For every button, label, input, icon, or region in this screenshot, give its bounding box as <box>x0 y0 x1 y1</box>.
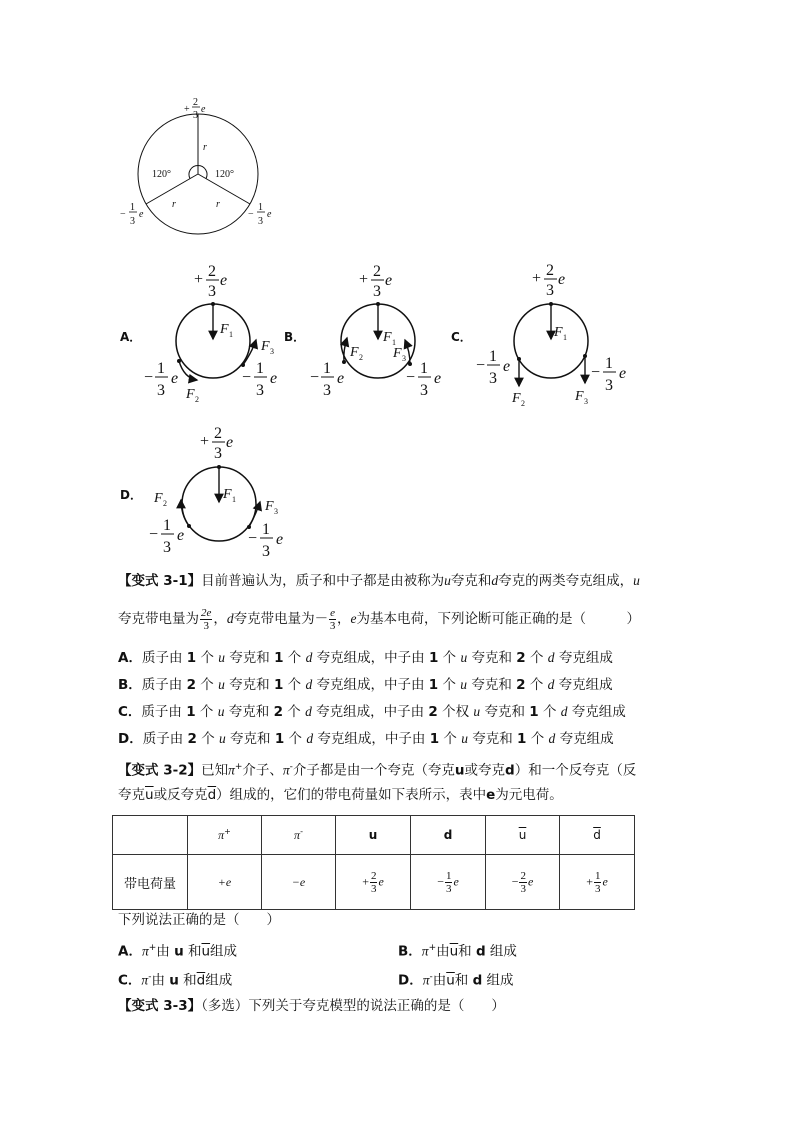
svg-text:−: − <box>242 369 252 386</box>
svg-text:−: − <box>310 369 320 386</box>
svg-text:1: 1 <box>563 333 567 342</box>
option-a-letter: A． <box>120 330 142 344</box>
svg-text:−: − <box>144 369 154 386</box>
left-charge-num: 1 <box>130 202 135 213</box>
svg-text:3: 3 <box>208 283 216 300</box>
option-a-diagram <box>140 256 290 411</box>
right-charge-unit: e <box>267 209 272 220</box>
svg-text:1: 1 <box>420 360 428 377</box>
svg-text:e: e <box>503 358 511 375</box>
quark-charge-figure <box>110 94 310 244</box>
left-charge-unit: e <box>139 209 144 220</box>
svg-text:F: F <box>220 322 229 337</box>
svg-text:e: e <box>220 272 228 289</box>
d-charge-frac: $\frac{e}{3}$ <box>329 606 336 632</box>
svg-text:+: + <box>532 270 542 287</box>
option-c-letter: C． <box>451 330 472 344</box>
svg-text:3: 3 <box>163 539 171 556</box>
svg-text:e: e <box>434 370 442 387</box>
svg-text:e: e <box>337 370 345 387</box>
option-b-diagram <box>306 256 456 411</box>
variant-3-2-option-c: C．π-由 u 和$\overline{d}$组成 <box>118 972 233 989</box>
variant-3-2-option-d: D．π-由$\overline{u}$和 d 组成 <box>398 972 514 989</box>
svg-text:1: 1 <box>489 348 497 365</box>
right-charge-den: 3 <box>258 216 263 227</box>
variant-3-2-question: 下列说法正确的是（ ） <box>118 912 280 928</box>
svg-text:3: 3 <box>373 283 381 300</box>
svg-text:1: 1 <box>323 360 331 377</box>
svg-text:−: − <box>476 357 486 374</box>
option-c-diagram <box>475 252 635 412</box>
svg-text:1: 1 <box>229 330 233 339</box>
variant-3-3-line: 【变式 3-3】（多选）下列关于夸克模型的说法正确的是（ ） <box>118 998 505 1014</box>
svg-text:1: 1 <box>392 338 396 347</box>
svg-text:e: e <box>226 434 234 451</box>
svg-text:−: − <box>591 364 601 381</box>
svg-text:2: 2 <box>214 425 222 442</box>
svg-text:1: 1 <box>163 517 171 534</box>
svg-text:F: F <box>265 499 274 514</box>
top-charge-unit: e <box>201 104 206 115</box>
svg-text:3: 3 <box>262 543 270 560</box>
angle-label-left: 120° <box>152 169 171 180</box>
svg-text:F: F <box>154 491 163 506</box>
svg-text:3: 3 <box>605 377 613 394</box>
charge-table <box>112 815 635 910</box>
top-charge-den: 3 <box>193 110 198 121</box>
svg-text:3: 3 <box>256 382 264 399</box>
svg-text:F: F <box>350 345 359 360</box>
svg-text:e: e <box>171 370 179 387</box>
left-charge-sign: − <box>120 209 126 220</box>
right-charge-num: 1 <box>258 202 263 213</box>
svg-text:2: 2 <box>195 395 199 404</box>
svg-text:1: 1 <box>262 521 270 538</box>
svg-text:−: − <box>406 369 416 386</box>
svg-text:F: F <box>186 387 195 402</box>
svg-text:2: 2 <box>163 499 167 508</box>
svg-text:3: 3 <box>214 445 222 462</box>
top-charge-sign: + <box>184 104 190 115</box>
svg-text:3: 3 <box>584 397 588 406</box>
option-b-letter: B． <box>284 330 306 344</box>
svg-text:2: 2 <box>208 263 216 280</box>
variant-3-2-line2: 夸克$\overline{u}$或反夸克$\overline{d}$）组成的，它们的带电荷量如下表所示，表中e为元电荷。 <box>118 787 563 803</box>
svg-text:F: F <box>393 346 402 361</box>
svg-text:F: F <box>261 339 270 354</box>
svg-text:+: + <box>194 271 204 288</box>
variant-3-1-option-d: D．质子由 2 个 u 夸克和 1 个 d 夸克组成，中子由 1 个 u 夸克和 1 个 d 夸克组成 <box>118 731 614 747</box>
svg-text:e: e <box>558 271 566 288</box>
option-d-letter: D． <box>120 488 142 502</box>
svg-text:3: 3 <box>270 347 274 356</box>
variant-3-1-line2: 夸克带电量为 $\frac{2e}{3}$ ，d夸克带电量为－ $\frac{e}{3}$ ，e为基本电荷，下列论断可能正确的是（ ） <box>118 606 641 632</box>
left-charge-den: 3 <box>130 216 135 227</box>
svg-text:e: e <box>276 531 284 548</box>
svg-text:1: 1 <box>605 355 613 372</box>
svg-text:3: 3 <box>546 282 554 299</box>
svg-text:1: 1 <box>232 495 236 504</box>
angle-label-right: 120° <box>215 169 234 180</box>
svg-text:2: 2 <box>521 399 525 408</box>
svg-text:1: 1 <box>256 360 264 377</box>
svg-text:3: 3 <box>489 370 497 387</box>
variant-3-1-line1: 【变式 3-1】目前普遍认为，质子和中子都是由被称为u夸克和d夸克的两类夸克组成，u <box>118 573 640 589</box>
svg-text:−: − <box>248 530 258 547</box>
svg-text:F: F <box>554 325 563 340</box>
variant-3-2-option-a: A．π+由 u 和$\overline{u}$组成 <box>118 943 238 960</box>
svg-text:+: + <box>200 433 210 450</box>
svg-text:−: − <box>149 526 159 543</box>
svg-text:F: F <box>223 487 232 502</box>
svg-text:F: F <box>575 389 584 404</box>
svg-text:2: 2 <box>546 262 554 279</box>
svg-text:3: 3 <box>274 507 278 516</box>
svg-text:3: 3 <box>402 354 406 363</box>
svg-text:e: e <box>177 527 185 544</box>
u-charge-frac: $\frac{2e}{3}$ <box>201 606 212 632</box>
svg-text:2: 2 <box>373 263 381 280</box>
svg-text:F: F <box>383 330 392 345</box>
svg-text:2: 2 <box>359 353 363 362</box>
svg-text:e: e <box>270 370 278 387</box>
table-charge-row: 带电荷量 +e −e + $\frac{2}{3}$ e − $\frac{1}{3}$ e − $\frac{2}{3}$ e + $\frac{1}{3}$ e <box>113 855 635 910</box>
svg-text:3: 3 <box>323 382 331 399</box>
svg-text:+: + <box>359 271 369 288</box>
svg-text:e: e <box>619 365 627 382</box>
svg-text:1: 1 <box>157 360 165 377</box>
svg-text:e: e <box>385 272 393 289</box>
radius-label-left: r <box>172 199 176 210</box>
svg-text:3: 3 <box>157 382 165 399</box>
table-header-row: π+ π- u d $\overline{u}$ $\overline{d}$ <box>113 816 635 855</box>
radius-label-right: r <box>216 199 220 210</box>
right-charge-sign: − <box>248 209 254 220</box>
variant-3-1-option-c: C．质子由 1 个 u 夸克和 2 个 d 夸克组成，中子由 2 个权 u 夸克和 1 个 d 夸克组成 <box>118 704 626 720</box>
option-d-diagram <box>145 418 295 566</box>
radius-label-top: r <box>203 142 207 153</box>
variant-3-2-option-b: B．π+由$\overline{u}$和 d 组成 <box>398 943 517 960</box>
variant-3-1-option-a: A．质子由 1 个 u 夸克和 1 个 d 夸克组成，中子由 1 个 u 夸克和 2 个 d 夸克组成 <box>118 650 613 666</box>
variant-3-2-line1: 【变式 3-2】已知π+介子、π-介子都是由一个夸克（夸克u或夸克d）和一个反夸克（反 <box>118 762 637 779</box>
top-charge-num: 2 <box>193 97 198 108</box>
variant-3-1-option-b: B．质子由 2 个 u 夸克和 1 个 d 夸克组成，中子由 1 个 u 夸克和 2 个 d 夸克组成 <box>118 677 613 693</box>
svg-text:F: F <box>512 391 521 406</box>
svg-text:3: 3 <box>420 382 428 399</box>
